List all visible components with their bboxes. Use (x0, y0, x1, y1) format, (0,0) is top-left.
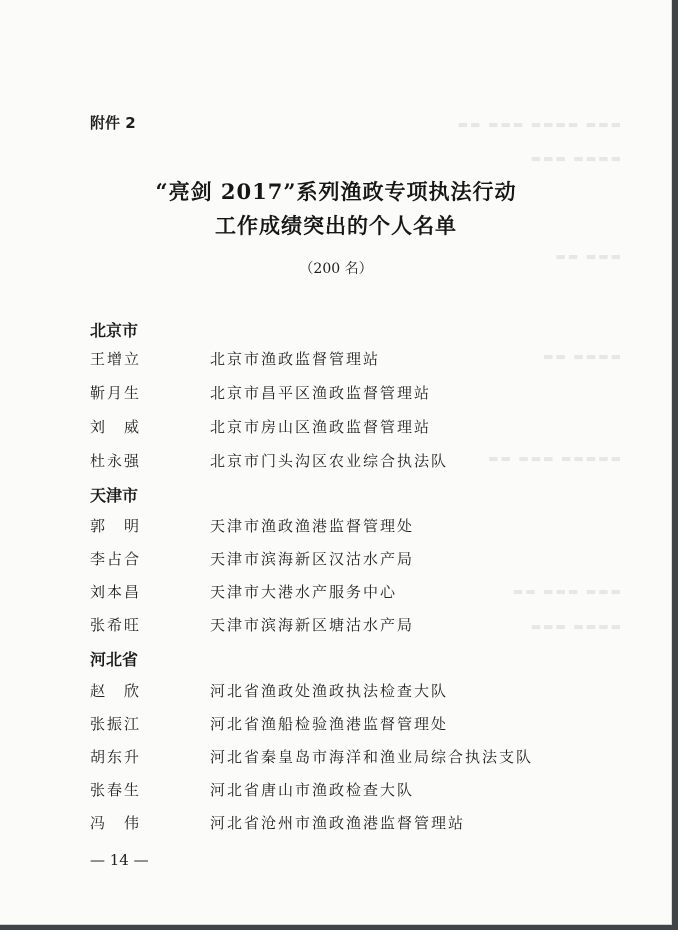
person-unit: 北京市昌平区渔政监督管理站 (210, 384, 432, 402)
list-item (90, 450, 630, 474)
document-title-line2: 工作成绩突出的个人名单 (215, 213, 457, 238)
person-unit: 北京市门头沟区农业综合执法队 (210, 452, 449, 470)
attachment-label: 附件 2 (90, 114, 136, 132)
show-through-artifact: ▬▬ ▬▬▬ ▬▬▬ (512, 585, 623, 598)
person-unit: 北京市渔政监督管理站 (210, 350, 381, 368)
person-name: 杜永强 (90, 452, 142, 470)
person-name: 李占合 (90, 550, 142, 568)
person-name: 靳月生 (90, 384, 142, 402)
person-unit: 北京市房山区渔政监督管理站 (210, 418, 432, 436)
person-unit: 天津市大港水产服务中心 (210, 583, 398, 601)
person-unit: 河北省渔政处渔政执法检查大队 (210, 682, 449, 700)
list-item (90, 515, 630, 539)
list-item (90, 680, 630, 704)
province-heading-hebei: 河北省 (90, 650, 139, 669)
person-name: 王增立 (90, 350, 142, 368)
person-name: 胡东升 (90, 748, 142, 766)
list-item (90, 581, 630, 605)
show-through-artifact: ▬▬ ▬▬▬ ▬▬▬▬ ▬▬▬ (457, 118, 623, 131)
show-through-artifact: ▬▬▬ ▬▬▬▬ (530, 152, 623, 165)
list-item (90, 812, 630, 836)
person-name: 刘本昌 (90, 583, 142, 601)
page-number: — 14 — (90, 851, 149, 869)
show-through-artifact: ▬▬ ▬▬▬ ▬▬▬▬▬ (488, 452, 623, 465)
list-item (90, 614, 630, 638)
person-name: 张希旺 (90, 616, 142, 634)
person-name: 张振江 (90, 715, 142, 733)
person-unit: 天津市渔政渔港监督管理处 (210, 517, 415, 535)
person-name: 刘 威 (90, 418, 142, 436)
show-through-artifact: ▬▬▬ ▬▬▬▬ (530, 620, 623, 633)
person-unit: 河北省秦皇岛市海洋和渔业局综合执法支队 (210, 748, 534, 766)
province-heading-tianjin: 天津市 (90, 486, 139, 505)
show-through-artifact: ▬▬ ▬▬▬ (555, 250, 623, 263)
person-name: 张春生 (90, 781, 142, 799)
list-item (90, 382, 630, 406)
person-name: 赵 欣 (90, 682, 142, 700)
person-unit: 河北省唐山市渔政检查大队 (210, 781, 415, 799)
person-unit: 河北省沧州市渔政渔港监督管理站 (210, 814, 466, 832)
person-unit: 河北省渔船检验渔港监督管理处 (210, 715, 449, 733)
show-through-artifact: ▬▬ ▬▬▬▬ (543, 350, 623, 363)
province-heading-beijing: 北京市 (90, 321, 139, 340)
list-item (90, 779, 630, 803)
list-item (90, 416, 630, 440)
person-unit: 天津市滨海新区塘沽水产局 (210, 616, 415, 634)
document-title-line1: “亮剑 2017”系列渔政专项执法行动 (155, 179, 517, 204)
list-item (90, 746, 630, 770)
list-item (90, 548, 630, 572)
person-name: 郭 明 (90, 517, 142, 535)
person-name: 冯 伟 (90, 814, 142, 832)
list-item (90, 348, 630, 372)
person-unit: 天津市滨海新区汉沽水产局 (210, 550, 415, 568)
list-item (90, 713, 630, 737)
person-count: （200 名） (299, 261, 373, 277)
